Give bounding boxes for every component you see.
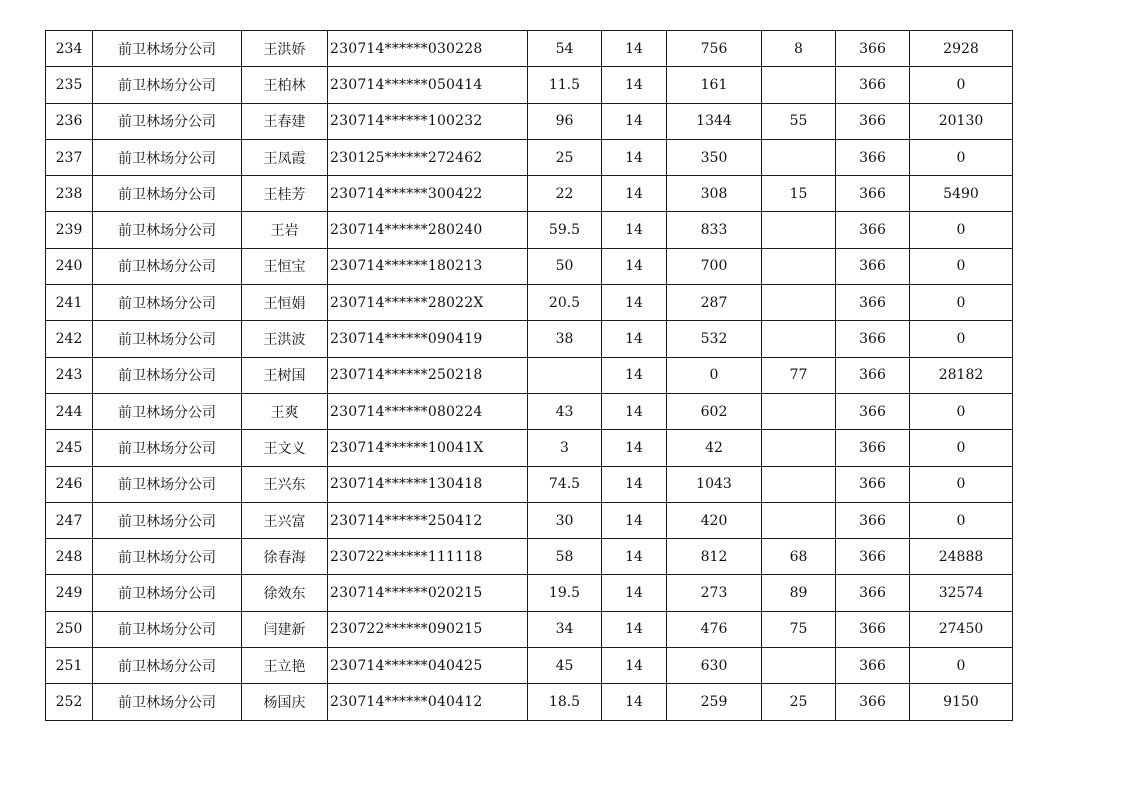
id-number-cell: 230714******100232 xyxy=(328,103,528,139)
table-row xyxy=(46,321,1013,357)
area-cell: 74.5 xyxy=(528,466,602,502)
name-cell: 王兴富 xyxy=(242,502,328,538)
standard-cell: 366 xyxy=(836,684,910,720)
id-number-cell: 230714******040425 xyxy=(328,648,528,684)
row-number-cell: 246 xyxy=(46,466,93,502)
extra-amount-cell: 0 xyxy=(910,139,1013,175)
extra-amount-cell: 0 xyxy=(910,321,1013,357)
extra-amount-cell: 0 xyxy=(910,285,1013,321)
amount-cell: 833 xyxy=(667,212,762,248)
row-number-cell: 244 xyxy=(46,393,93,429)
table-row xyxy=(46,684,1013,720)
standard-cell: 366 xyxy=(836,321,910,357)
standard-cell: 366 xyxy=(836,357,910,393)
unit-cell: 前卫林场分公司 xyxy=(93,357,242,393)
extra-area-cell xyxy=(762,430,836,466)
extra-amount-cell: 32574 xyxy=(910,575,1013,611)
table-row xyxy=(46,139,1013,175)
amount-cell: 420 xyxy=(667,502,762,538)
area-cell: 43 xyxy=(528,393,602,429)
amount-cell: 0 xyxy=(667,357,762,393)
extra-amount-cell: 0 xyxy=(910,248,1013,284)
table-row xyxy=(46,430,1013,466)
area-cell: 18.5 xyxy=(528,684,602,720)
row-number-cell: 234 xyxy=(46,31,93,67)
extra-area-cell xyxy=(762,466,836,502)
amount-cell: 308 xyxy=(667,176,762,212)
rate-cell: 14 xyxy=(602,357,667,393)
standard-cell: 366 xyxy=(836,648,910,684)
extra-area-cell xyxy=(762,502,836,538)
id-number-cell: 230714******040412 xyxy=(328,684,528,720)
area-cell: 3 xyxy=(528,430,602,466)
standard-cell: 366 xyxy=(836,212,910,248)
standard-cell: 366 xyxy=(836,430,910,466)
area-cell: 96 xyxy=(528,103,602,139)
row-number-cell: 247 xyxy=(46,502,93,538)
id-number-cell: 230722******111118 xyxy=(328,539,528,575)
name-cell: 徐效东 xyxy=(242,575,328,611)
area-cell: 45 xyxy=(528,648,602,684)
row-number-cell: 250 xyxy=(46,611,93,647)
id-number-cell: 230714******250412 xyxy=(328,502,528,538)
id-number-cell: 230714******280240 xyxy=(328,212,528,248)
amount-cell: 273 xyxy=(667,575,762,611)
name-cell: 王爽 xyxy=(242,393,328,429)
standard-cell: 366 xyxy=(836,139,910,175)
standard-cell: 366 xyxy=(836,67,910,103)
extra-amount-cell: 27450 xyxy=(910,611,1013,647)
extra-amount-cell: 20130 xyxy=(910,103,1013,139)
id-number-cell: 230714******050414 xyxy=(328,67,528,103)
name-cell: 王桂芳 xyxy=(242,176,328,212)
id-number-cell: 230714******300422 xyxy=(328,176,528,212)
extra-area-cell: 55 xyxy=(762,103,836,139)
table-row xyxy=(46,575,1013,611)
row-number-cell: 245 xyxy=(46,430,93,466)
amount-cell: 1344 xyxy=(667,103,762,139)
extra-amount-cell: 0 xyxy=(910,393,1013,429)
area-cell: 54 xyxy=(528,31,602,67)
extra-amount-cell: 0 xyxy=(910,502,1013,538)
row-number-cell: 248 xyxy=(46,539,93,575)
id-number-cell: 230714******090419 xyxy=(328,321,528,357)
extra-area-cell xyxy=(762,139,836,175)
amount-cell: 602 xyxy=(667,393,762,429)
extra-area-cell xyxy=(762,212,836,248)
table-row xyxy=(46,176,1013,212)
table-row xyxy=(46,502,1013,538)
amount-cell: 700 xyxy=(667,248,762,284)
name-cell: 王恒宝 xyxy=(242,248,328,284)
id-number-cell: 230722******090215 xyxy=(328,611,528,647)
unit-cell: 前卫林场分公司 xyxy=(93,539,242,575)
row-number-cell: 239 xyxy=(46,212,93,248)
name-cell: 王洪波 xyxy=(242,321,328,357)
table-body xyxy=(46,31,1013,721)
amount-cell: 532 xyxy=(667,321,762,357)
unit-cell: 前卫林场分公司 xyxy=(93,502,242,538)
row-number-cell: 237 xyxy=(46,139,93,175)
unit-cell: 前卫林场分公司 xyxy=(93,466,242,502)
id-number-cell: 230714******130418 xyxy=(328,466,528,502)
id-number-cell: 230714******10041X xyxy=(328,430,528,466)
data-table xyxy=(45,30,1013,721)
table-row xyxy=(46,357,1013,393)
area-cell: 38 xyxy=(528,321,602,357)
amount-cell: 812 xyxy=(667,539,762,575)
table-row xyxy=(46,31,1013,67)
id-number-cell: 230714******030228 xyxy=(328,31,528,67)
name-cell: 闫建新 xyxy=(242,611,328,647)
name-cell: 王文义 xyxy=(242,430,328,466)
unit-cell: 前卫林场分公司 xyxy=(93,248,242,284)
extra-amount-cell: 0 xyxy=(910,648,1013,684)
unit-cell: 前卫林场分公司 xyxy=(93,648,242,684)
unit-cell: 前卫林场分公司 xyxy=(93,31,242,67)
id-number-cell: 230714******080224 xyxy=(328,393,528,429)
rate-cell: 14 xyxy=(602,648,667,684)
spreadsheet-page xyxy=(45,30,1013,721)
area-cell xyxy=(528,357,602,393)
area-cell: 19.5 xyxy=(528,575,602,611)
amount-cell: 756 xyxy=(667,31,762,67)
area-cell: 20.5 xyxy=(528,285,602,321)
amount-cell: 350 xyxy=(667,139,762,175)
extra-area-cell: 89 xyxy=(762,575,836,611)
area-cell: 34 xyxy=(528,611,602,647)
name-cell: 王岩 xyxy=(242,212,328,248)
extra-area-cell xyxy=(762,393,836,429)
id-number-cell: 230714******28022X xyxy=(328,285,528,321)
row-number-cell: 238 xyxy=(46,176,93,212)
id-number-cell: 230714******250218 xyxy=(328,357,528,393)
id-number-cell: 230714******020215 xyxy=(328,575,528,611)
rate-cell: 14 xyxy=(602,248,667,284)
extra-amount-cell: 9150 xyxy=(910,684,1013,720)
extra-area-cell xyxy=(762,67,836,103)
extra-area-cell: 8 xyxy=(762,31,836,67)
standard-cell: 366 xyxy=(836,611,910,647)
name-cell: 王树国 xyxy=(242,357,328,393)
rate-cell: 14 xyxy=(602,31,667,67)
unit-cell: 前卫林场分公司 xyxy=(93,611,242,647)
rate-cell: 14 xyxy=(602,684,667,720)
table-row xyxy=(46,539,1013,575)
rate-cell: 14 xyxy=(602,611,667,647)
name-cell: 王恒娟 xyxy=(242,285,328,321)
table-row xyxy=(46,393,1013,429)
standard-cell: 366 xyxy=(836,575,910,611)
amount-cell: 259 xyxy=(667,684,762,720)
table-row xyxy=(46,103,1013,139)
extra-area-cell xyxy=(762,648,836,684)
rate-cell: 14 xyxy=(602,539,667,575)
rate-cell: 14 xyxy=(602,285,667,321)
standard-cell: 366 xyxy=(836,103,910,139)
amount-cell: 630 xyxy=(667,648,762,684)
rate-cell: 14 xyxy=(602,103,667,139)
unit-cell: 前卫林场分公司 xyxy=(93,321,242,357)
extra-area-cell: 77 xyxy=(762,357,836,393)
table-row xyxy=(46,67,1013,103)
extra-area-cell xyxy=(762,248,836,284)
name-cell: 王春建 xyxy=(242,103,328,139)
standard-cell: 366 xyxy=(836,502,910,538)
rate-cell: 14 xyxy=(602,67,667,103)
extra-amount-cell: 24888 xyxy=(910,539,1013,575)
rate-cell: 14 xyxy=(602,430,667,466)
rate-cell: 14 xyxy=(602,321,667,357)
area-cell: 30 xyxy=(528,502,602,538)
row-number-cell: 243 xyxy=(46,357,93,393)
table-row xyxy=(46,648,1013,684)
row-number-cell: 236 xyxy=(46,103,93,139)
extra-amount-cell: 2928 xyxy=(910,31,1013,67)
rate-cell: 14 xyxy=(602,139,667,175)
row-number-cell: 240 xyxy=(46,248,93,284)
rate-cell: 14 xyxy=(602,393,667,429)
amount-cell: 476 xyxy=(667,611,762,647)
name-cell: 徐春海 xyxy=(242,539,328,575)
name-cell: 王兴东 xyxy=(242,466,328,502)
unit-cell: 前卫林场分公司 xyxy=(93,212,242,248)
extra-amount-cell: 0 xyxy=(910,67,1013,103)
rate-cell: 14 xyxy=(602,575,667,611)
id-number-cell: 230125******272462 xyxy=(328,139,528,175)
id-number-cell: 230714******180213 xyxy=(328,248,528,284)
row-number-cell: 235 xyxy=(46,67,93,103)
unit-cell: 前卫林场分公司 xyxy=(93,176,242,212)
extra-amount-cell: 0 xyxy=(910,430,1013,466)
standard-cell: 366 xyxy=(836,539,910,575)
standard-cell: 366 xyxy=(836,466,910,502)
row-number-cell: 252 xyxy=(46,684,93,720)
area-cell: 58 xyxy=(528,539,602,575)
unit-cell: 前卫林场分公司 xyxy=(93,430,242,466)
unit-cell: 前卫林场分公司 xyxy=(93,139,242,175)
name-cell: 王凤霞 xyxy=(242,139,328,175)
area-cell: 25 xyxy=(528,139,602,175)
standard-cell: 366 xyxy=(836,285,910,321)
rate-cell: 14 xyxy=(602,176,667,212)
rate-cell: 14 xyxy=(602,466,667,502)
standard-cell: 366 xyxy=(836,31,910,67)
amount-cell: 42 xyxy=(667,430,762,466)
amount-cell: 161 xyxy=(667,67,762,103)
amount-cell: 287 xyxy=(667,285,762,321)
extra-amount-cell: 0 xyxy=(910,466,1013,502)
row-number-cell: 242 xyxy=(46,321,93,357)
unit-cell: 前卫林场分公司 xyxy=(93,575,242,611)
row-number-cell: 241 xyxy=(46,285,93,321)
area-cell: 11.5 xyxy=(528,67,602,103)
table-row xyxy=(46,466,1013,502)
table-row xyxy=(46,611,1013,647)
rate-cell: 14 xyxy=(602,212,667,248)
standard-cell: 366 xyxy=(836,176,910,212)
extra-area-cell: 25 xyxy=(762,684,836,720)
table-row xyxy=(46,285,1013,321)
row-number-cell: 249 xyxy=(46,575,93,611)
area-cell: 22 xyxy=(528,176,602,212)
extra-area-cell: 68 xyxy=(762,539,836,575)
row-number-cell: 251 xyxy=(46,648,93,684)
extra-area-cell xyxy=(762,321,836,357)
unit-cell: 前卫林场分公司 xyxy=(93,285,242,321)
name-cell: 杨国庆 xyxy=(242,684,328,720)
amount-cell: 1043 xyxy=(667,466,762,502)
unit-cell: 前卫林场分公司 xyxy=(93,103,242,139)
rate-cell: 14 xyxy=(602,502,667,538)
unit-cell: 前卫林场分公司 xyxy=(93,684,242,720)
extra-amount-cell: 28182 xyxy=(910,357,1013,393)
extra-area-cell: 75 xyxy=(762,611,836,647)
name-cell: 王立艳 xyxy=(242,648,328,684)
name-cell: 王洪娇 xyxy=(242,31,328,67)
area-cell: 59.5 xyxy=(528,212,602,248)
table-row xyxy=(46,248,1013,284)
standard-cell: 366 xyxy=(836,393,910,429)
extra-amount-cell: 0 xyxy=(910,212,1013,248)
extra-area-cell: 15 xyxy=(762,176,836,212)
table-row xyxy=(46,212,1013,248)
area-cell: 50 xyxy=(528,248,602,284)
unit-cell: 前卫林场分公司 xyxy=(93,67,242,103)
extra-area-cell xyxy=(762,285,836,321)
unit-cell: 前卫林场分公司 xyxy=(93,393,242,429)
name-cell: 王柏林 xyxy=(242,67,328,103)
extra-amount-cell: 5490 xyxy=(910,176,1013,212)
standard-cell: 366 xyxy=(836,248,910,284)
